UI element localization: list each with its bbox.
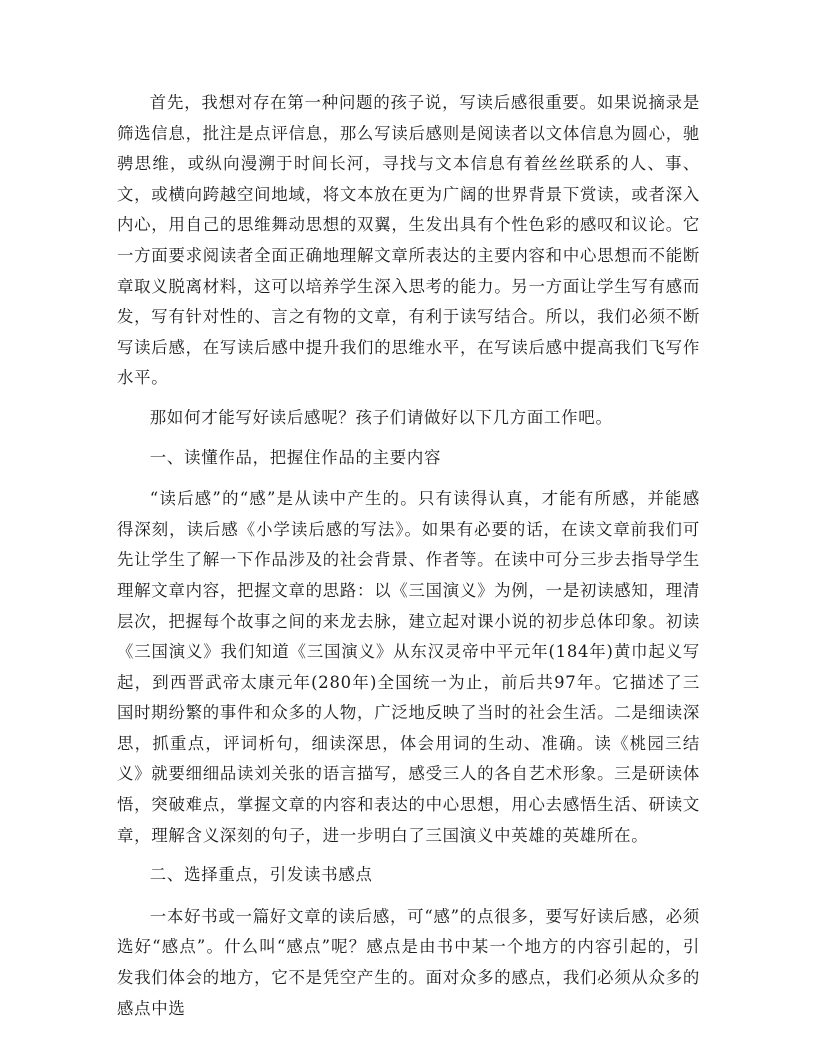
paragraph-choose-focus: 一本好书或一篇好文章的读后感，可“感”的点很多，要写好读后感，必须选好“感点”。什么叫“感点”呢？感点是由书中某一个地方的内容引起的，引发我们体会的地方，它不是凭空产生的。面对众多的感点，我们必须从众多的感点中选 [117,906,700,1018]
paragraph-read-and-understand: “读后感”的“感”是从读中产生的。只有读得认真，才能有所感，并能感得深刻，读后感《小学读后感的写法》。如果有必要的话，在读文章前我们可先让学生了解一下作品涉及的社会背景、作者等。在读中可分三步去指导学生理解文章内容，把握文章的思路：以《三国演义》为例，一是初读感知，理清层次，把握每个故事之间的来龙去脉，建立起对课小说的初步总体印象。初读《三国演义》我们知道《三国演义》从东汉灵帝中平元年(184年)黄巾起义写起，到西晋武帝太康元年(280年)全国统一为止，前后共97年。它描述了三国时期纷繁的事件和众多的人物，广泛地反映了当时的社会生活。二是细读深思，抓重点，评词析句，细读深思，体会用词的生动、准确。读《桃园三结义》就要细细品读刘关张的语言描写，感受三人的各自艺术形象。三是研读体悟，突破难点，掌握文章的内容和表达的中心思想，用心去感悟生活、研读文章，理解含义深刻的句子，进一步明白了三国演义中英雄的英雄所在。 [117,489,700,845]
section-heading-1: 一、读懂作品，把握住作品的主要内容 [149,447,442,467]
paragraph-importance: 首先，我想对存在第一种问题的孩子说，写读后感很重要。如果说摘录是筛选信息，批注是点评信息，那么写读后感则是阅读者以文体信息为圆心，驰骋思维，或纵向漫溯于时间长河，寻找与文本信息有着丝丝联系的人、事、文，或横向跨越空间地域，将文本放在更为广阔的世界背景下赏读，或者深入内心，用自己的思维舞动思想的双翼，生发出具有个性色彩的感叹和议论。它一方面要求阅读者全面正确地理解文章所表达的主要内容和中心思想而不能断章取义脱离材料，这可以培养学生深入思考的能力。另一方面让学生写有感而发，写有针对性的、言之有物的文章，有利于读写结合。所以，我们必须不断写读后感，在写读后感中提升我们的思维水平，在写读后感中提高我们飞写作水平。 [117,93,700,388]
section-heading-2: 二、选择重点，引发读书感点 [149,865,373,885]
paragraph-how-to-write: 那如何才能写好读后感呢？孩子们请做好以下几方面工作吧。 [149,407,613,427]
document-page [117,88,700,1033]
